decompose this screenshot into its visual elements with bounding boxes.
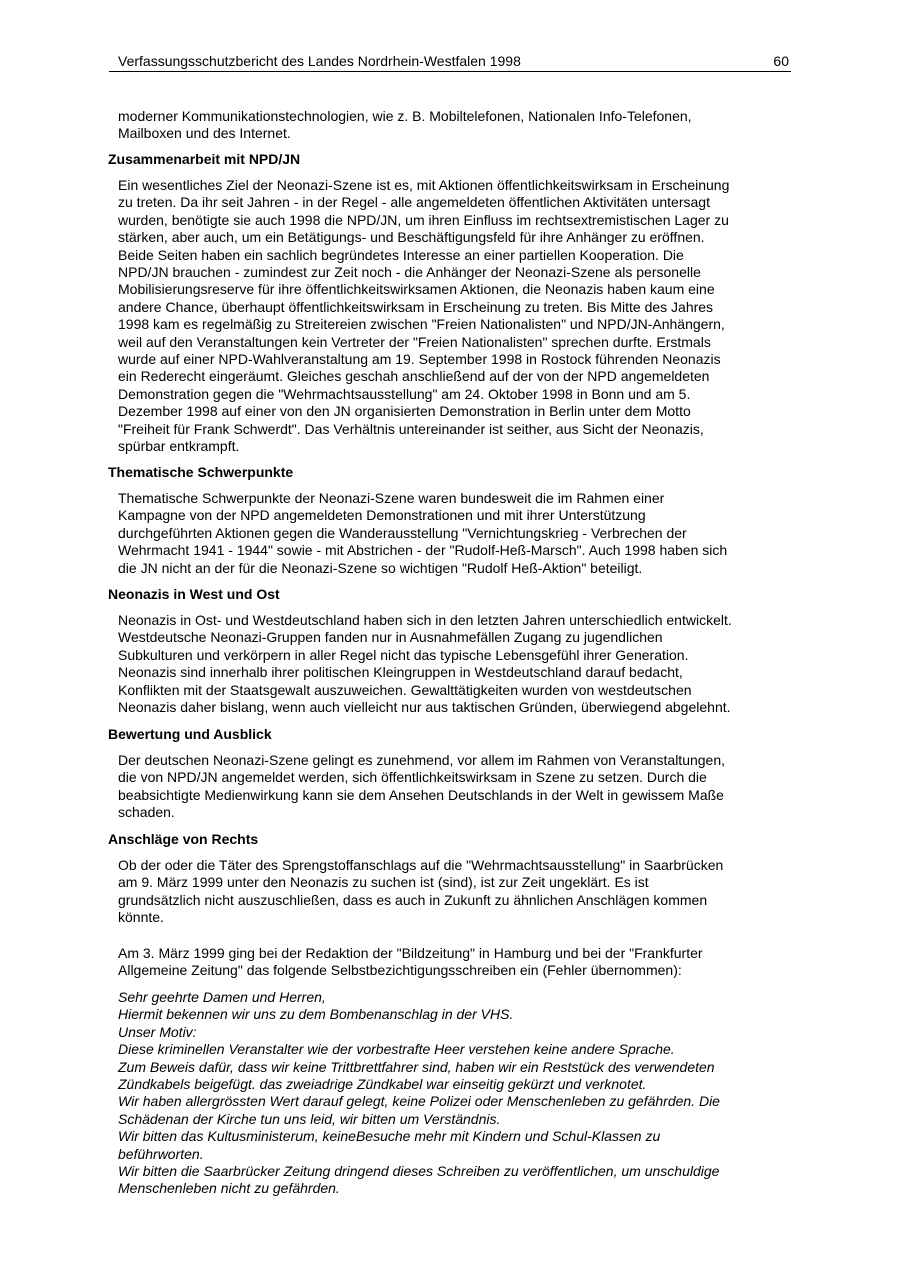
section-heading-anschlaege: Anschläge von Rechts [108,831,259,847]
text-line: NPD/JN brauchen - zumindest zur Zeit noch - die Anhänger der Neonazi-Szene als personelle [118,264,701,281]
letter-line: Zündkabels beigefügt. das zweiadrige Zündkabel war einseitig gekürzt und verknotet. [118,1076,647,1093]
letter-line: beführworten. [118,1145,204,1162]
text-line: Ob der oder die Täter des Sprengstoffanschlags auf die "Wehrmachtsausstellung" in Saarbrücken [118,857,724,873]
text-line: weil auf den Veranstaltungen kein Vertreter der "Freien Nationalisten" sprechen durfte. Erstmals [118,333,711,350]
letter-line: Diese kriminellen Veranstalter wie der vorbestrafte Heer verstehen keine andere Sprache. [118,1041,675,1058]
text-line: grundsätzlich nicht auszuschließen, dass es auch in Zukunft zu ähnlichen Anschlägen kommen [118,891,708,908]
text-line: Wehrmacht 1941 - 1944" sowie - mit Abstrichen - der "Rudolf-Heß-Marsch". Auch 1998 haben sich [118,542,728,559]
text-line: spürbar entkrampft. [118,438,240,455]
page-number: 60 [773,53,789,69]
intro-paragraph [118,108,790,143]
text-line: moderner Kommunikationstechnologien, wie z. B. Mobiltelefonen, Nationalen Info-Telefonen, [118,108,692,124]
letter-line: Zum Beweis dafür, dass wir keine Trittbrettfahrer sind, haben wir ein Reststück des verwendeten [118,1058,715,1075]
letter-line: Unser Motiv: [118,1023,197,1040]
text-line: andere Chance, überhaupt öffentlichkeitswirksam in Erscheinung zu treten. Bis Mitte des Jahres [118,298,714,315]
text-line: 1998 kam es regelmäßig zu Streitereien zwischen "Freien Nationalisten" und NPD/JN-Anhängern, [118,316,725,333]
text-line: Allgemeine Zeitung" das folgende Selbstbezichtigungsschreiben ein (Fehler übernommen): [118,962,682,979]
section-body-npd-jn [118,177,790,456]
text-line: am 9. März 1999 unter den Neonazis zu suchen ist (sind), ist zur Zeit ungeklärt. Es ist [118,874,649,891]
text-line: Thematische Schwerpunkte der Neonazi-Szene waren bundesweit die im Rahmen einer [118,490,665,506]
text-line: Neonazis in Ost- und Westdeutschland haben sich in den letzten Jahren unterschiedlich entwickelt. [118,612,732,628]
letter-intro-paragraph [118,945,790,980]
letter-line: Wir bitten die Saarbrücker Zeitung dringend dieses Schreiben zu veröffentlichen, um unschuldige [118,1163,720,1180]
section-heading-bewertung: Bewertung und Ausblick [108,726,272,742]
text-line: Mailboxen und des Internet. [118,125,291,142]
text-line: stärken, aber auch, um ein Betätigungs- und Beschäftigungsfeld für ihre Anhänger zu eröffnen. [118,229,705,246]
section-body-anschlaege [118,857,790,927]
text-line: Mobilisierungsreserve für ihre öffentlichkeitswirksamen Aktionen, die Neonazis haben kaum eine [118,281,715,298]
text-line: Westdeutsche Neonazi-Gruppen fanden nur in Ausnahmefällen Zugang zu jugendlichen [118,629,663,646]
text-line: schaden. [118,804,175,821]
text-line: wurden, benötigte sie auch 1998 die NPD/JN, um ihren Einfluss im rechtsextremistischen Lager zu [118,211,729,228]
page-header [109,53,791,72]
section-body-west-und-ost [118,612,790,716]
text-line: Dezember 1998 auf einer von den JN organisierten Demonstration in Berlin unter dem Motto [118,403,691,420]
section-heading-thematische-schwerpunkte: Thematische Schwerpunkte [108,464,294,480]
text-line: Der deutschen Neonazi-Szene gelingt es zunehmend, vor allem im Rahmen von Veranstaltungen, [118,752,726,768]
text-line: Am 3. März 1999 ging bei der Redaktion der "Bildzeitung" in Hamburg und bei der "Frankfurter [118,945,703,961]
text-line: die von NPD/JN angemeldet werden, sich öffentlichkeitswirksam in Szene zu setzen. Durch die [118,769,707,786]
text-line: durchgeführten Aktionen gegen die Wanderausstellung "Vernichtungskrieg - Verbrechen der [118,524,687,541]
text-line: könnte. [118,909,164,926]
text-line: Beide Seiten haben ein sachlich begründetes Interesse an einer partiellen Kooperation. Die [118,246,684,263]
header-title: Verfassungsschutzbericht des Landes Nordrhein-Westfalen 1998 [118,53,521,69]
text-line: zu treten. Da ihr seit Jahren - in der Regel - alle angemeldeten öffentlichen Aktivitäten untersagt [118,194,710,211]
section-body-thematische-schwerpunkte [118,490,790,577]
section-body-bewertung [118,752,790,822]
text-line: Demonstration gegen die "Wehrmachtsausstellung" am 24. Oktober 1998 in Bonn und am 5. [118,385,691,402]
letter-line: Hiermit bekennen wir uns zu dem Bombenanschlag in der VHS. [118,1006,514,1023]
text-line: die JN nicht an der für die Neonazi-Szene so wichtigen "Rudolf Heß-Aktion" beteiligt. [118,559,643,576]
text-line: Subkulturen und verkörpern in aller Regel nicht das typische Lebensgefühl ihrer Generation. [118,646,689,663]
text-line: beabsichtigte Medienwirkung kann sie dem Ansehen Deutschlands in der Welt in gewissem Maße [118,786,724,803]
section-heading-west-und-ost: Neonazis in West und Ost [108,586,280,602]
text-line: ein Rederecht eingeräumt. Gleiches geschah anschließend auf der von der NPD angemeldeten [118,368,710,385]
letter-line: Menschenleben nicht zu gefährden. [118,1180,340,1197]
text-line: Ein wesentliches Ziel der Neonazi-Szene ist es, mit Aktionen öffentlichkeitswirksam in Erscheinung [118,177,730,193]
text-line: Neonazis sind innerhalb ihrer politischen Kleingruppen in Westdeutschland darauf bedacht, [118,664,683,681]
letter-line: Wir haben allergrössten Wert darauf gelegt, keine Polizei oder Menschenleben zu gefährden. Die [118,1093,720,1110]
letter-line: Sehr geehrte Damen und Herren, [118,989,326,1005]
text-line: Kampagne von der NPD angemeldeten Demonstrationen und mit ihrer Unterstützung [118,507,646,524]
text-line: "Freiheit für Frank Schwerdt". Das Verhältnis untereinander ist seither, aus Sicht der Neonazis, [118,420,704,437]
letter-line: Wir bitten das Kultusministerum, keineBesuche mehr mit Kindern und Schul-Klassen zu [118,1128,661,1145]
text-line: Konflikten mit der Staatsgewalt auszuweichen. Gewalttätigkeiten wurden von westdeutschen [118,681,692,698]
quoted-letter [118,989,790,1198]
text-line: wurde auf einer NPD-Wahlveranstaltung am 19. September 1998 in Rostock führenden Neonazis [118,351,721,368]
letter-line: Schädenan der Kirche tun uns leid, wir bitten um Verständnis. [118,1110,501,1127]
section-heading-npd-jn: Zusammenarbeit mit NPD/JN [108,151,301,167]
text-line: Neonazis daher bislang, wenn auch vielleicht nur aus taktischen Gründen, überwiegend abgelehnt. [118,699,731,716]
